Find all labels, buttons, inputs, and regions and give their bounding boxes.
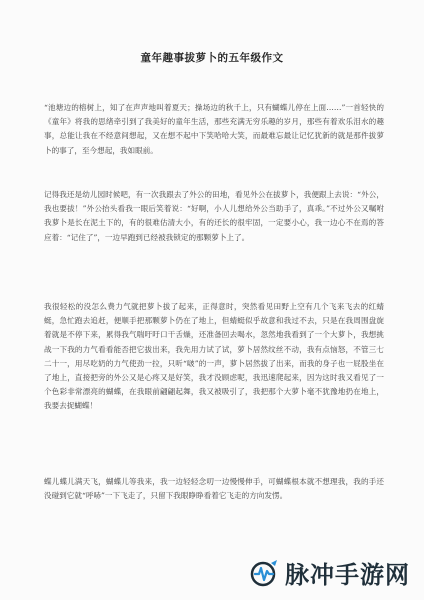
site-watermark — [247, 555, 410, 590]
paragraph-4: 蝶儿蝶儿满天飞，蝴蝶儿等我来，我一边轻轻念叨一边慢慢伸手，可蝴蝶根本就不想理我，我的手还没碰到它就“呼哧”一下飞走了，只留下我眼睁睁看着它飞走的方向发愣。 — [44, 477, 384, 501]
paragraph-1: “池塘边的榕树上，知了在声声地叫着夏天；操场边的秋千上，只有蝴蝶儿停在上面……”一首轻快的《童年》将我的思绪牵引到了我美好的童年生活，那些充满无穷乐趣的岁月，那些有着欢乐泪水的趣事，总能让我在不经意间想起，又在想不起中下笑哈哈大笑，而最难忘最让记忆犹新的就是那件拔萝卜的事了，至今想起，我如眼前。 — [44, 103, 384, 155]
pulse-logo-icon — [247, 558, 281, 588]
paragraph-3: 我很轻松的没怎么费力气就把萝卜拔了起来，正得意时，突然看见田野上空有几个飞来飞去的红蜻蜓，急忙跑去追赶，便顺手把那颗萝卜仍在了地上，但蜻蜓似乎故意和我过不去，只是在我周围盘旋着就是不停下来，累得我气喘吁吁口干舌燥，还准备回去喝水，忽然地我看到了一个大萝卜，我想挑战一下我的力气看看能否把它拔出来，我先用力试了试，萝卜居然纹丝不动，我有点恼怒，不管三七二十一，用尽吃奶的力气使劲一拉，只听“啵”的一声，萝卜居然拔了出来，而我的身子也一屁股坐在了地上，直接把旁的外公又是心疼又是好笑，我才没顾虑呢，我迅速爬起来，因为这时我又看见了一个色彩非常漂亮的蝴蝶，在我眼前翩翩起舞，我又被吸引了，我把那个大萝卜毫不犹豫地扔在地上，我要去捉蝴蝶！ — [44, 302, 384, 411]
paragraph-2: 记得我还是幼儿园时候吧，有一次我跟去了外公的田地，看见外公在拔萝卜，我便跟上去说：“外公，我也要拔！”外公抬头看我一眼后笑着说：“好啊，小人儿想给外公当助手了，真乖。”不过外公又嘱咐我萝卜是长在泥土下的，有的很难估清大小，有的还长的很牢固，一定要小心，我一边心不在焉的答应着：“记住了”，一边早跑到已经被我锁定的那颗萝卜上了。 — [44, 190, 384, 242]
watermark-text: 脉冲手游网 — [285, 561, 410, 589]
document-title: 童年趣事拔萝卜的五年级作文 — [140, 52, 284, 64]
